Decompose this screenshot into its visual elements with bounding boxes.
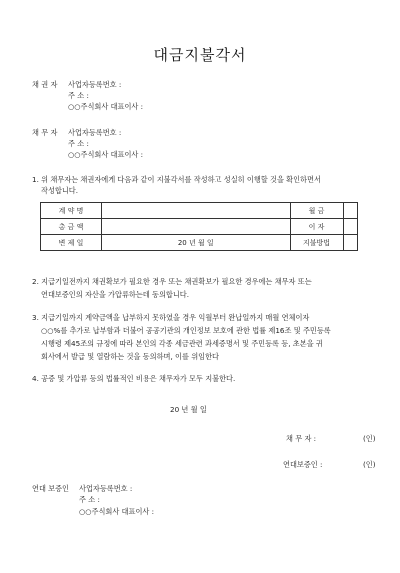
clause-2-line-1: 2. 지급기일전까지 채권확보가 필요한 경우 또는 채권확보가 필요한 경우에는 채무자 또는 [32,277,312,286]
debtor-addr-label: 주 소 : [68,139,89,148]
clause-3-line-3: 시행령 제45조의 규정에 따라 본인의 각종 세금관련 과세증명서 및 주민등록 등, 초본을 귀 [41,339,323,348]
guarantor-rep-label: ○○주식회사 대표이사 : [79,507,155,516]
repayment-date-value: 20 년 월 일 [102,235,291,251]
guarantor-signature-label: 연대보증인 : [283,460,323,469]
monthly-payment-label: 월 금 [290,203,343,219]
creditor-addr-label: 주 소 : [68,91,89,100]
creditor-reg-label: 사업자등록번호 : [68,80,122,89]
clause-3-line-2: ○○%를 추가로 납부함과 더불어 공공기관의 개인정보 보호에 관한 법률 제16조 및 주민등록 [41,326,331,335]
debtor-rep-label: ○○주식회사 대표이사 : [68,150,144,159]
contract-name-value [102,203,291,219]
debtor-signature-label: 채 무 자 : [286,434,317,443]
guarantor-addr-label: 주 소 : [79,495,100,504]
clause-3-line-4: 회사에서 발급 및 열람하는 것을 동의하며, 이를 위임한다 [41,352,219,361]
clause-4-line-1: 4. 공증 및 가압류 등의 법률적인 비용은 채무자가 모두 지불한다. [32,374,236,383]
terms-table [40,202,358,251]
interest-value [343,219,358,235]
payment-method-label: 지불방법 [290,235,343,251]
guarantor-label: 연대 보증인 [32,484,70,493]
clause-2-line-2: 연대보증인의 자산을 가압류하는데 동의합니다. [41,290,190,299]
guarantor-seal-mark: (인) [363,460,376,469]
payment-method-value [343,235,358,251]
sign-date: 20 년 월 일 [170,405,207,414]
table-row [41,235,358,251]
clause-1-line-2: 작성합니다. [41,186,79,195]
creditor-label: 채 권 자 [32,80,58,89]
clause-3-line-1: 3. 지급기일까지 계약금액을 납부하지 못하였을 경우 익월부터 완납일까지 매월 연체이자 [32,313,310,322]
monthly-payment-value [343,203,358,219]
interest-label: 이 자 [290,219,343,235]
guarantor-reg-label: 사업자등록번호 : [79,484,133,493]
document-title: 대금지불각서 [153,46,247,64]
total-amount-label: 총 금 액 [41,219,102,235]
contract-name-label: 계 약 명 [41,203,102,219]
clause-1-line-1: 1. 위 채무자는 채권자에게 다음과 같이 지불각서를 작성하고 성실히 이행할 것을 확인하면서 [32,175,321,184]
debtor-seal-mark: (인) [363,434,376,443]
table-row [41,203,358,219]
debtor-label: 채 무 자 [32,128,58,137]
repayment-date-label: 변 제 일 [41,235,102,251]
creditor-rep-label: ○○주식회사 대표이사 : [68,102,144,111]
debtor-reg-label: 사업자등록번호 : [68,128,122,137]
total-amount-value [102,219,291,235]
table-row [41,219,358,235]
